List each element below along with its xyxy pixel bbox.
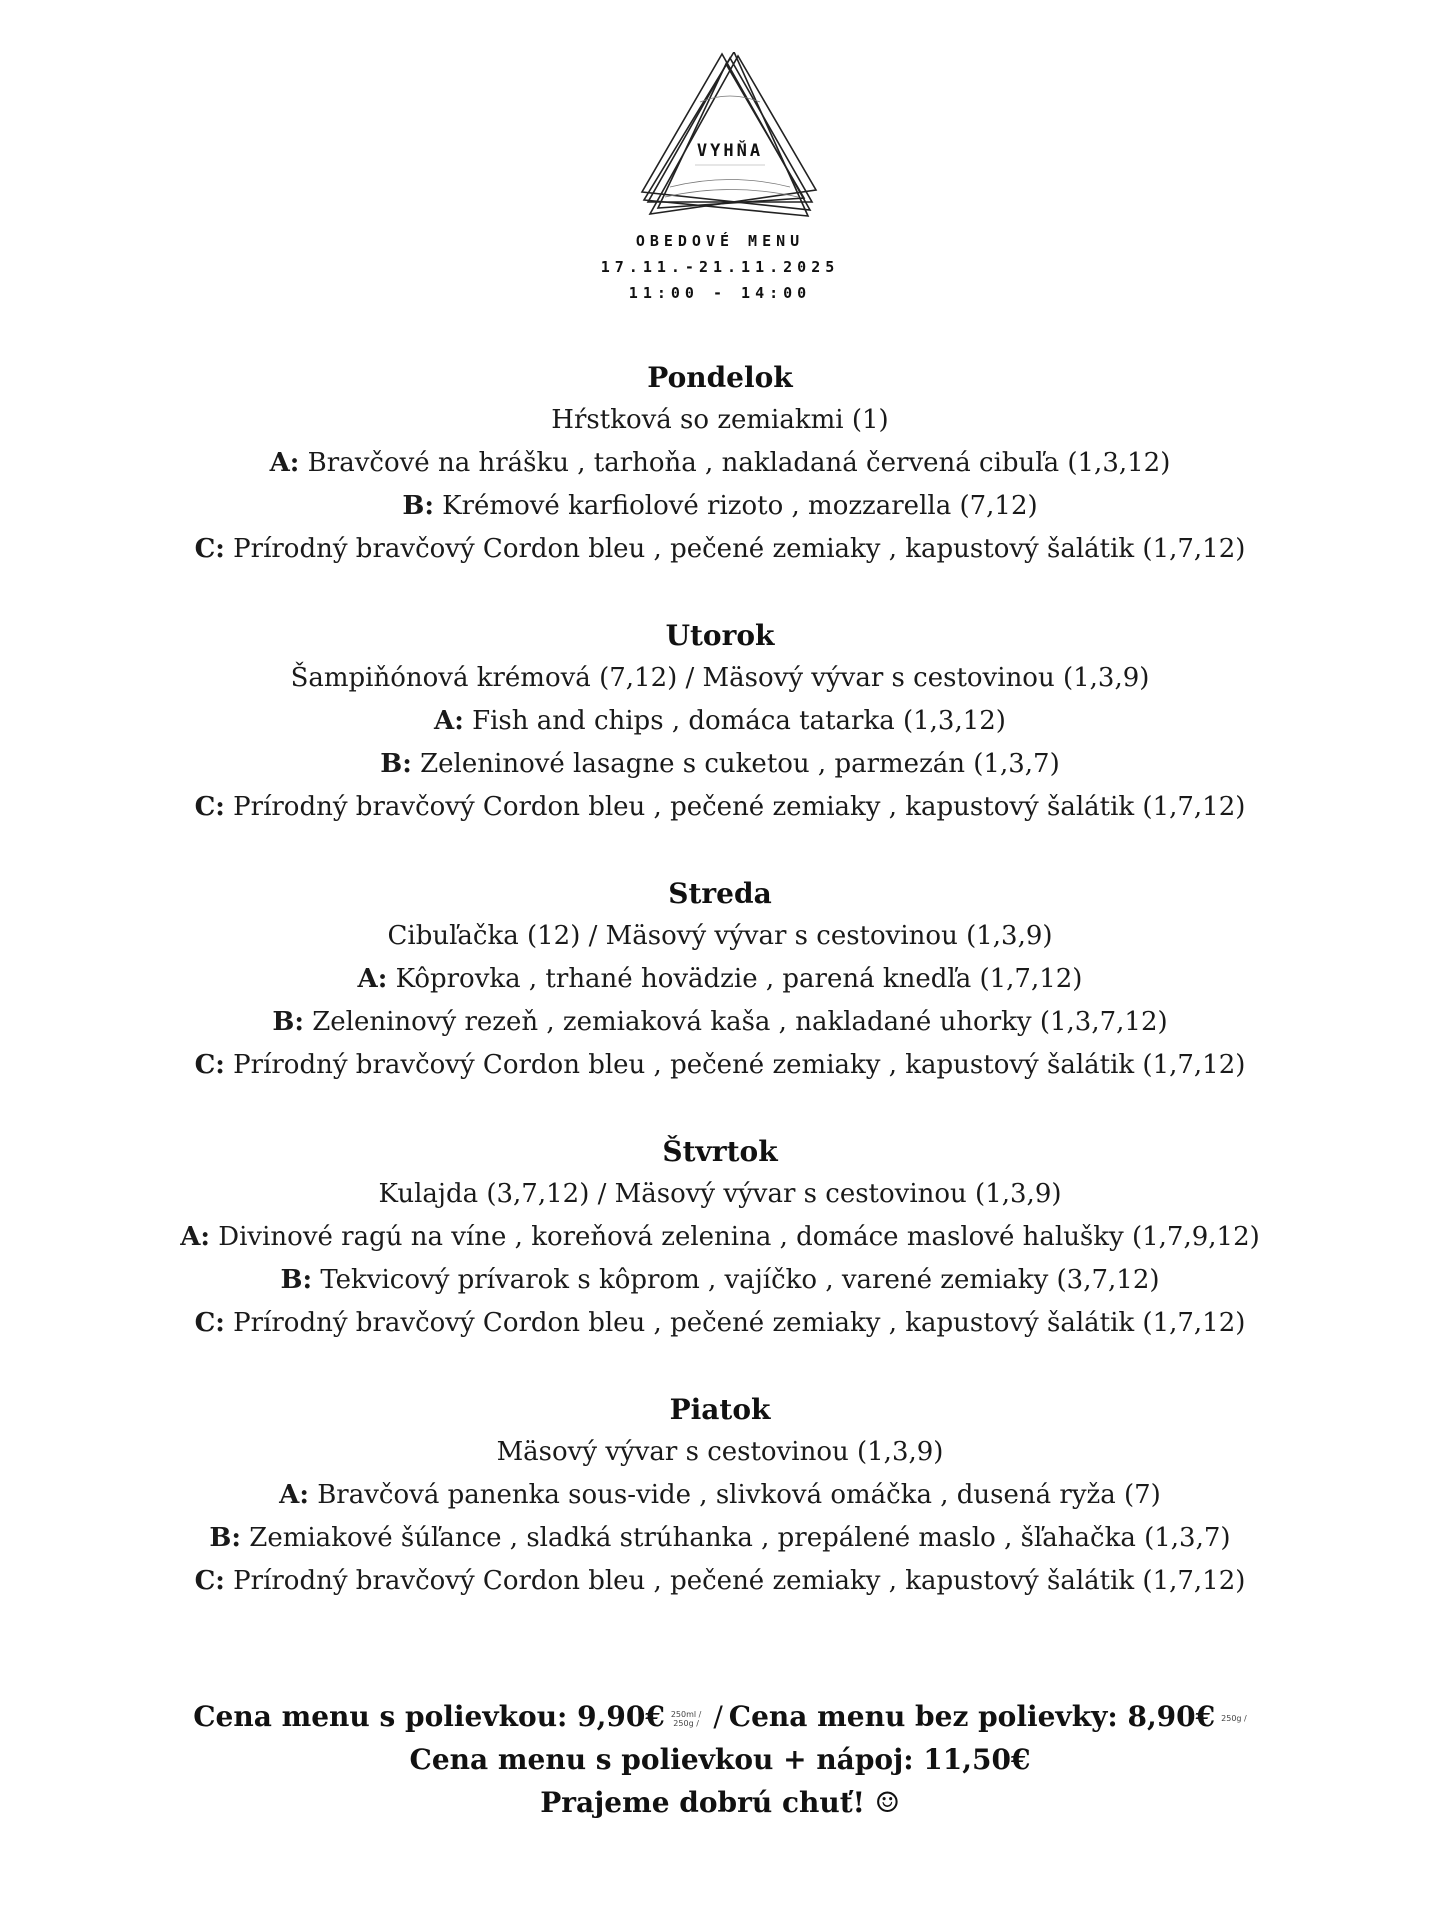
option-text: Zemiakové šúľance , sladká strúhanka , prepálené maslo , šľahačka (1,3,7) [241,1523,1231,1553]
portion-note-main-only: 250g / [1221,1714,1247,1723]
menu-item-b [0,743,1440,786]
menu-header [0,228,1440,306]
day-section-streda [0,872,1440,1087]
triangle-logo-icon [640,52,820,222]
option-label: B: [272,1007,304,1037]
menu-item-a [0,1474,1440,1517]
soup-line: Cibuľačka (12) / Mäsový vývar s cestovinou (1,3,9) [387,921,1053,951]
price-separator: / [713,1700,723,1733]
menu-item-a [0,1216,1440,1259]
option-label: C: [194,534,225,564]
option-label: C: [194,1566,225,1596]
option-label: A: [180,1222,210,1252]
closing-wish: Prajeme dobrú chuť! ☺ [540,1786,900,1819]
day-section-piatok [0,1388,1440,1603]
option-label: B: [402,491,434,521]
option-label: C: [194,1050,225,1080]
option-label: A: [279,1480,309,1510]
soup-line: Mäsový vývar s cestovinou (1,3,9) [496,1437,944,1467]
soup-line: Kulajda (3,7,12) / Mäsový vývar s cestovinou (1,3,9) [378,1179,1062,1209]
price-without-soup: Cena menu bez polievky: 8,90€ [728,1700,1216,1733]
menu-item-c [0,1560,1440,1603]
soup-line: Šampiňónová krémová (7,12) / Mäsový vývar s cestovinou (1,3,9) [290,663,1150,693]
price-with-drink: Cena menu s polievkou + nápoj: 11,50€ [409,1743,1031,1776]
option-label: A: [434,706,464,736]
option-label: C: [194,1308,225,1338]
menu-item-c [0,786,1440,829]
soup-line: Hŕstková so zemiakmi (1) [551,405,889,435]
option-text: Fish and chips , domáca tatarka (1,3,12) [463,706,1006,736]
day-title: Utorok [665,619,775,652]
portion-note-main: 250g / [673,1718,699,1728]
option-text: Kôprovka , trhané hovädzie , parená knedľa (1,7,12) [387,964,1083,994]
option-label: A: [269,448,300,478]
menu-item-c [0,1302,1440,1345]
option-text: Divinové ragú na víne , koreňová zelenina , domáce maslové halušky (1,7,9,12) [210,1222,1260,1252]
option-text: Prírodný bravčový Cordon bleu , pečené zemiaky , kapustový šalátik (1,7,12) [224,1050,1246,1080]
day-title: Streda [668,877,772,910]
menu-item-a [0,442,1440,485]
menu-item-b [0,485,1440,528]
day-title: Pondelok [647,361,793,394]
restaurant-logo [640,52,820,222]
option-text: Bravčová panenka sous-vide , slivková omáčka , dusená ryža (7) [308,1480,1161,1510]
menu-hours: 11:00 - 14:00 [628,284,812,302]
portion-note [671,1710,702,1728]
price-with-soup: Cena menu s polievkou: 9,90€ [193,1700,665,1733]
menu-item-b [0,1259,1440,1302]
day-section-stvrtok [0,1130,1440,1345]
option-label: A: [357,964,388,994]
menu-dates: 17.11.-21.11.2025 [600,258,840,276]
option-label: B: [280,1265,313,1295]
day-section-utorok [0,614,1440,829]
option-text: Tekvicový prívarok s kôprom , vajíčko , varené zemiaky (3,7,12) [312,1265,1160,1295]
option-text: Prírodný bravčový Cordon bleu , pečené zemiaky , kapustový šalátik (1,7,12) [224,792,1246,822]
menu-item-c [0,528,1440,571]
menu-title: OBEDOVÉ MENU [635,232,805,250]
portion-note-soup: 250ml / [670,1709,702,1719]
option-label: B: [380,749,412,779]
day-section-pondelok [0,356,1440,571]
price-row [0,1695,1440,1738]
option-text: Prírodný bravčový Cordon bleu , pečené zemiaky , kapustový šalátik (1,7,12) [224,1308,1246,1338]
menu-item-a [0,958,1440,1001]
option-label: B: [209,1523,241,1553]
option-text: Krémové karfiolové rizoto , mozzarella (7,12) [433,491,1038,521]
option-text: Bravčové na hrášku , tarhoňa , nakladaná červená cibuľa (1,3,12) [299,448,1171,478]
menu-item-b [0,1517,1440,1560]
menu-item-a [0,700,1440,743]
menu-item-c [0,1044,1440,1087]
price-footer [0,1695,1440,1824]
option-text: Prírodný bravčový Cordon bleu , pečené zemiaky , kapustový šalátik (1,7,12) [224,534,1246,564]
day-title: Štvrtok [662,1135,778,1168]
option-text: Zeleninový rezeň , zemiaková kaša , nakladané uhorky (1,3,7,12) [303,1007,1168,1037]
option-text: Zeleninové lasagne s cuketou , parmezán (1,3,7) [411,749,1060,779]
option-label: C: [194,792,225,822]
logo-text: VYHŇA [696,141,764,161]
menu-item-b [0,1001,1440,1044]
option-text: Prírodný bravčový Cordon bleu , pečené zemiaky , kapustový šalátik (1,7,12) [224,1566,1246,1596]
day-title: Piatok [669,1393,771,1426]
